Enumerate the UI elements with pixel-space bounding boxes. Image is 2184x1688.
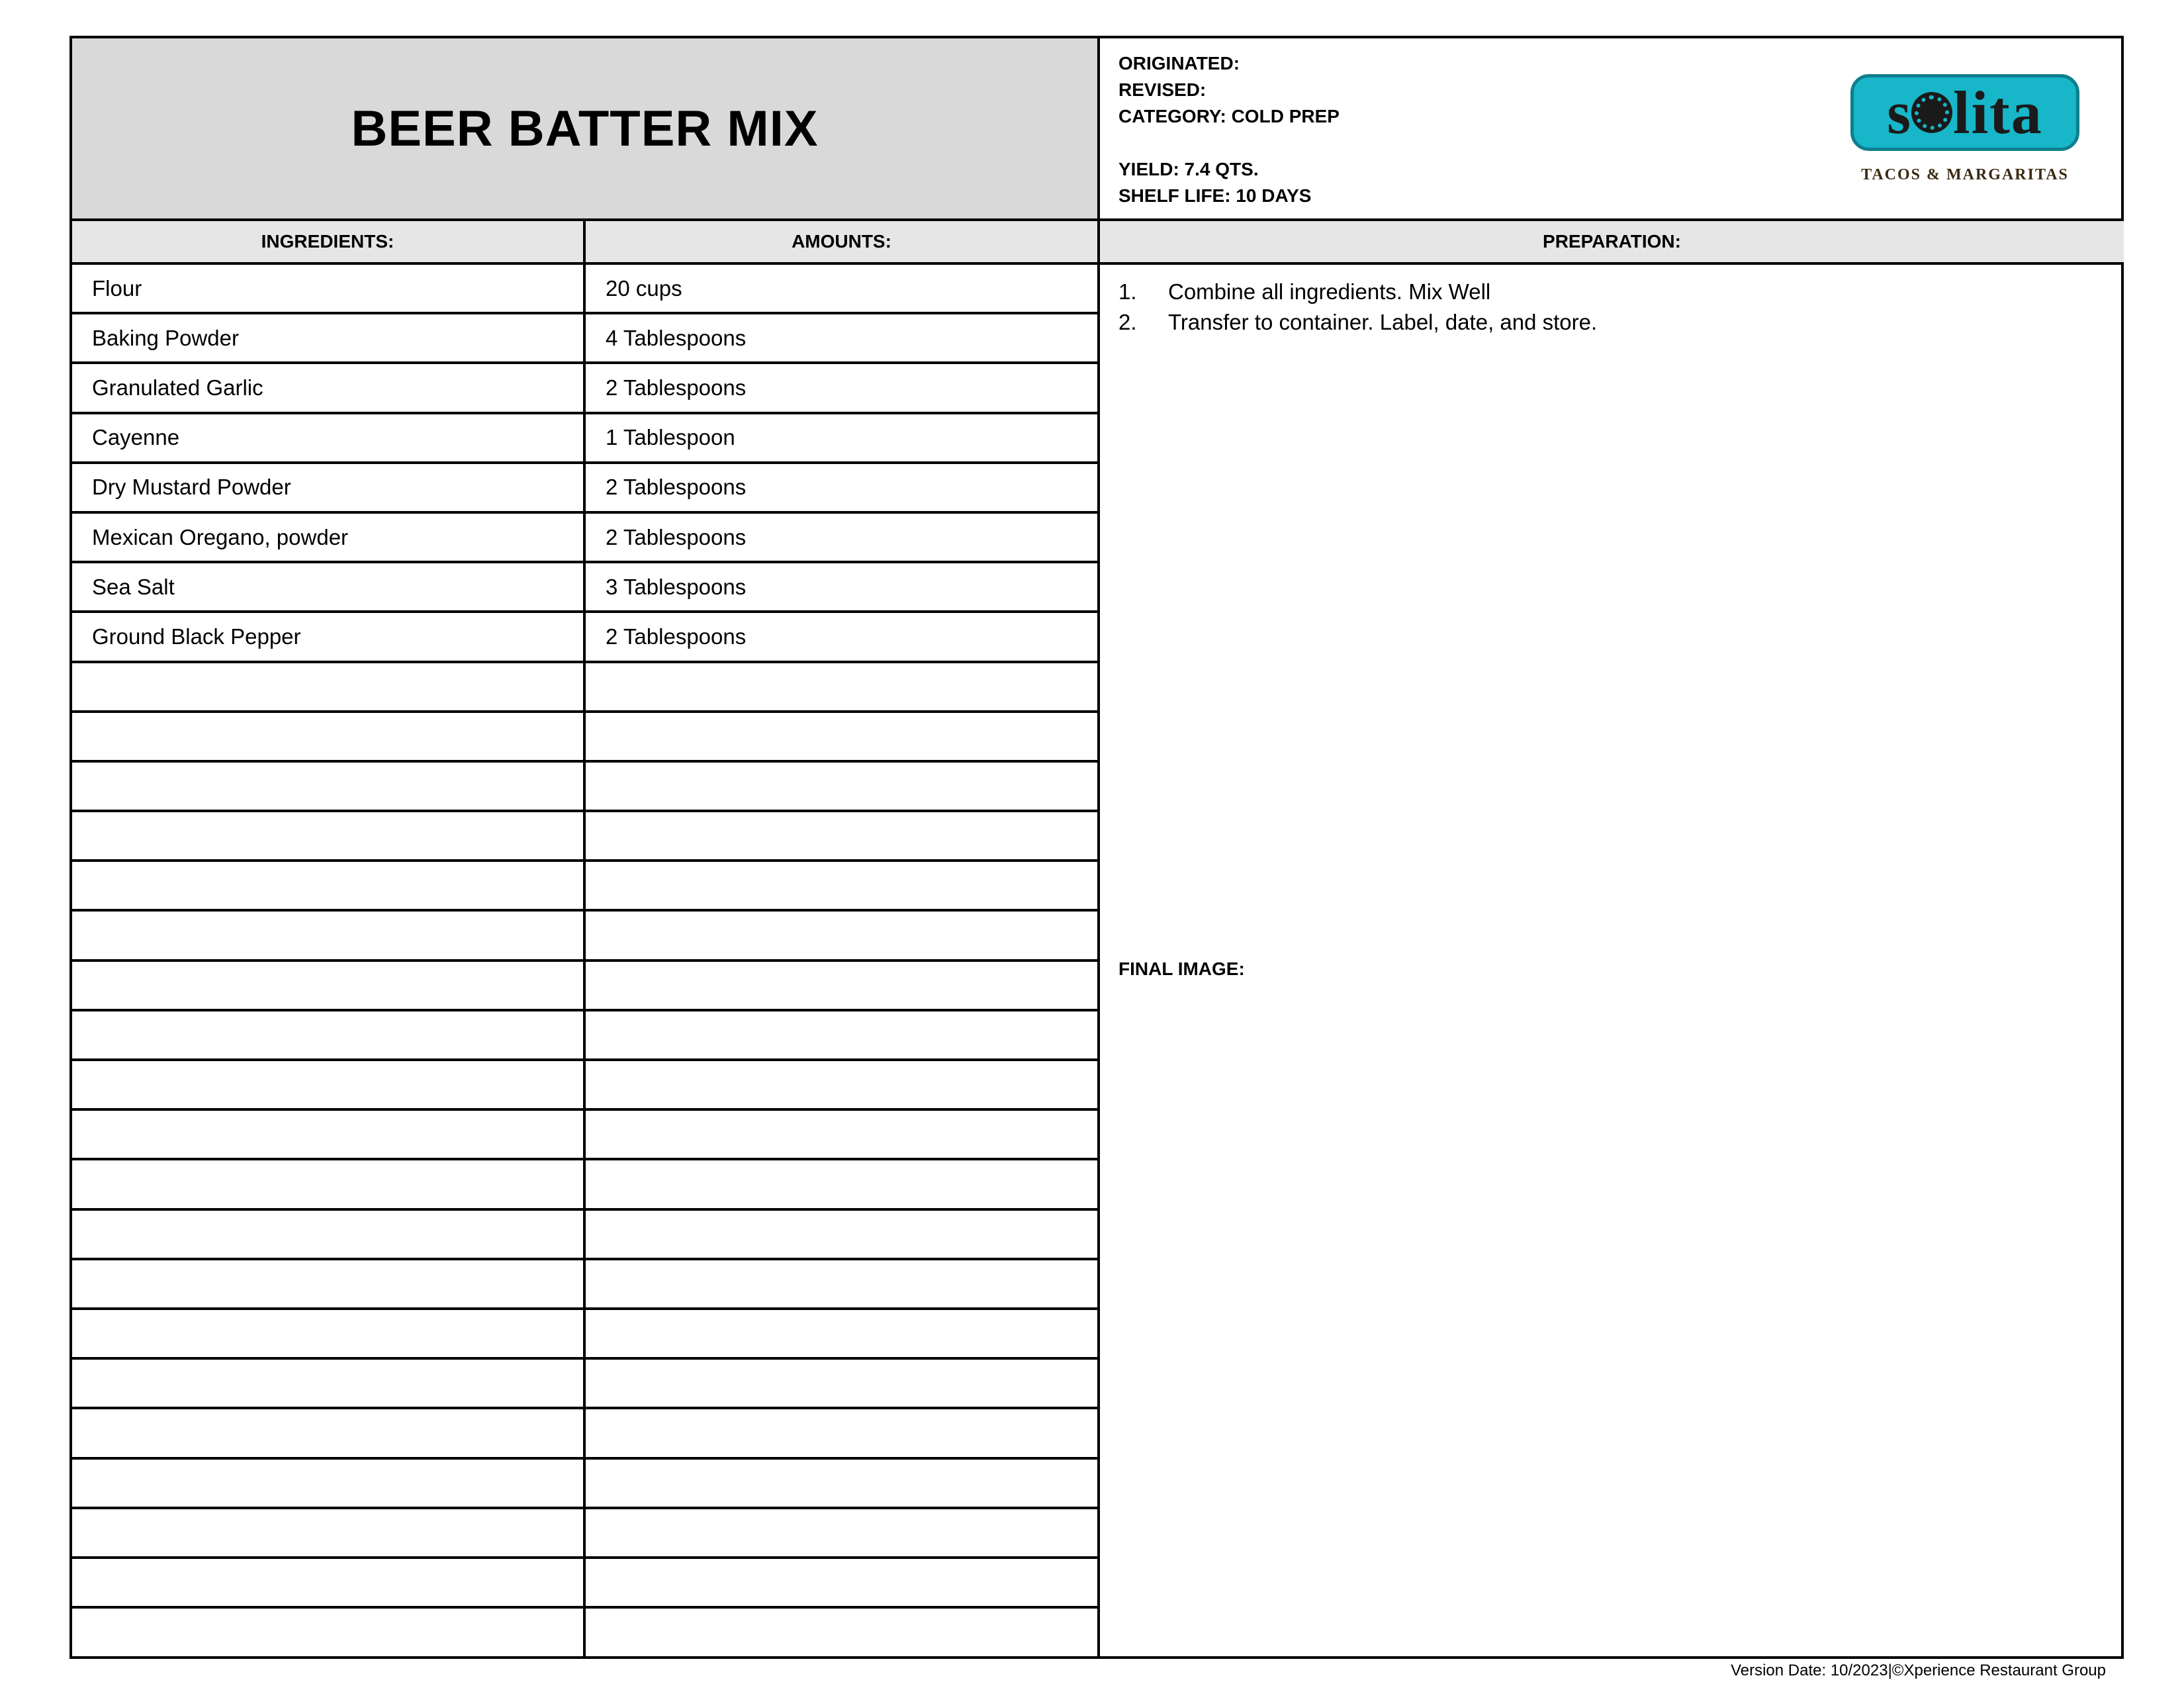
revised-label: REVISED: — [1118, 79, 1206, 100]
table-row — [72, 265, 1100, 314]
amount-cell: 2 Tablespoons — [586, 514, 1100, 561]
preparation-area — [1100, 265, 2124, 1659]
ingredient-cell: Granulated Garlic — [72, 364, 586, 411]
ingredient-cell — [72, 1360, 586, 1407]
amount-cell — [586, 1260, 1100, 1307]
amount-cell — [586, 912, 1100, 959]
table-row — [72, 713, 1100, 763]
ingredient-cell — [72, 862, 586, 909]
amount-cell — [586, 1609, 1100, 1658]
table-row — [72, 1111, 1100, 1160]
version-footer: Version Date: 10/2023|©Xperience Restaurant Group — [1731, 1662, 2106, 1679]
recipe-card — [69, 36, 2124, 1659]
ingredient-cell — [72, 1509, 586, 1556]
amount-cell — [586, 1460, 1100, 1507]
ingredient-cell: Ground Black Pepper — [72, 613, 586, 660]
ingredient-cell — [72, 1111, 586, 1158]
table-row — [72, 1509, 1100, 1559]
table-row — [72, 1460, 1100, 1509]
table-row — [72, 962, 1100, 1011]
amount-cell — [586, 862, 1100, 909]
table-row — [72, 1211, 1100, 1260]
table-row — [72, 1260, 1100, 1310]
amount-cell — [586, 1409, 1100, 1456]
amount-cell — [586, 663, 1100, 710]
ingredient-cell — [72, 763, 586, 810]
shelf-life-label: SHELF LIFE: 10 DAYS — [1118, 185, 1312, 206]
amount-cell: 2 Tablespoons — [586, 364, 1100, 411]
amount-cell — [586, 1011, 1100, 1058]
ingredient-cell — [72, 812, 586, 859]
ingredient-cell — [72, 713, 586, 760]
ingredient-cell — [72, 1609, 586, 1658]
table-row — [72, 1011, 1100, 1061]
table-row — [72, 1360, 1100, 1409]
table-row — [72, 464, 1100, 514]
ingredients-header: INGREDIENTS: — [72, 221, 586, 262]
amount-cell — [586, 1061, 1100, 1108]
recipe-meta — [1100, 38, 2124, 218]
amount-cell: 1 Tablespoon — [586, 414, 1100, 461]
amount-cell — [586, 1160, 1100, 1207]
ingredient-cell — [72, 1409, 586, 1456]
amount-cell — [586, 1310, 1100, 1357]
title-cell — [72, 38, 1100, 218]
table-row — [72, 414, 1100, 464]
table-row — [72, 1609, 1100, 1658]
ingredient-cell: Baking Powder — [72, 314, 586, 361]
table-row — [72, 763, 1100, 812]
ingredient-cell — [72, 1211, 586, 1258]
ingredient-cell — [72, 1011, 586, 1058]
recipe-title: BEER BATTER MIX — [351, 100, 819, 157]
table-row — [72, 364, 1100, 414]
yield-label: YIELD: 7.4 QTS. — [1118, 159, 1259, 179]
table-row — [72, 912, 1100, 961]
sun-icon — [1915, 95, 1949, 130]
amount-cell — [586, 1111, 1100, 1158]
ingredient-cell: Cayenne — [72, 414, 586, 461]
ingredient-cell: Dry Mustard Powder — [72, 464, 586, 511]
ingredient-cell — [72, 1460, 586, 1507]
preparation-header: PREPARATION: — [1543, 231, 1681, 252]
ingredient-cell — [72, 1310, 586, 1357]
table-row — [72, 1061, 1100, 1111]
table-row — [72, 1310, 1100, 1360]
amount-cell — [586, 763, 1100, 810]
solita-logo — [1836, 74, 2094, 188]
table-header-row — [72, 218, 2124, 265]
logo-tagline: TACOS & MARGARITAS — [1861, 166, 2069, 183]
table-row — [72, 663, 1100, 713]
amount-cell — [586, 1559, 1100, 1606]
originated-label: ORIGINATED: — [1118, 53, 1240, 73]
ingredient-cell: Sea Salt — [72, 563, 586, 610]
table-row — [72, 1409, 1100, 1459]
amount-cell — [586, 812, 1100, 859]
table-row — [72, 1160, 1100, 1210]
final-image-label: FINAL IMAGE: — [1118, 959, 1245, 979]
preparation-step: 2. Transfer to container. Label, date, and store. — [1118, 310, 1598, 334]
amount-cell: 3 Tablespoons — [586, 563, 1100, 610]
amount-cell: 4 Tablespoons — [586, 314, 1100, 361]
table-row — [72, 514, 1100, 563]
table-row — [72, 1559, 1100, 1609]
preparation-step: 1. Combine all ingredients. Mix Well — [1118, 279, 1491, 304]
amount-cell — [586, 713, 1100, 760]
table-row — [72, 862, 1100, 912]
ingredient-cell: Flour — [72, 265, 586, 312]
ingredient-cell — [72, 912, 586, 959]
logo-badge: s lita — [1850, 74, 2079, 151]
table-row — [72, 613, 1100, 663]
table-row — [72, 314, 1100, 364]
amount-cell — [586, 1211, 1100, 1258]
table-row — [72, 812, 1100, 862]
amount-cell — [586, 1509, 1100, 1556]
ingredient-cell — [72, 962, 586, 1009]
table-row — [72, 563, 1100, 613]
ingredient-cell — [72, 663, 586, 710]
amount-cell: 2 Tablespoons — [586, 464, 1100, 511]
ingredient-cell — [72, 1260, 586, 1307]
amount-cell: 2 Tablespoons — [586, 613, 1100, 660]
amount-cell — [586, 1360, 1100, 1407]
ingredient-cell: Mexican Oregano, powder — [72, 514, 586, 561]
category-label: CATEGORY: COLD PREP — [1118, 106, 1340, 126]
amount-cell: 20 cups — [586, 265, 1100, 312]
amounts-header: AMOUNTS: — [586, 221, 1100, 262]
amount-cell — [586, 962, 1100, 1009]
ingredient-cell — [72, 1559, 586, 1606]
ingredient-cell — [72, 1160, 586, 1207]
ingredient-cell — [72, 1061, 586, 1108]
ingredients-table — [72, 265, 1100, 1658]
